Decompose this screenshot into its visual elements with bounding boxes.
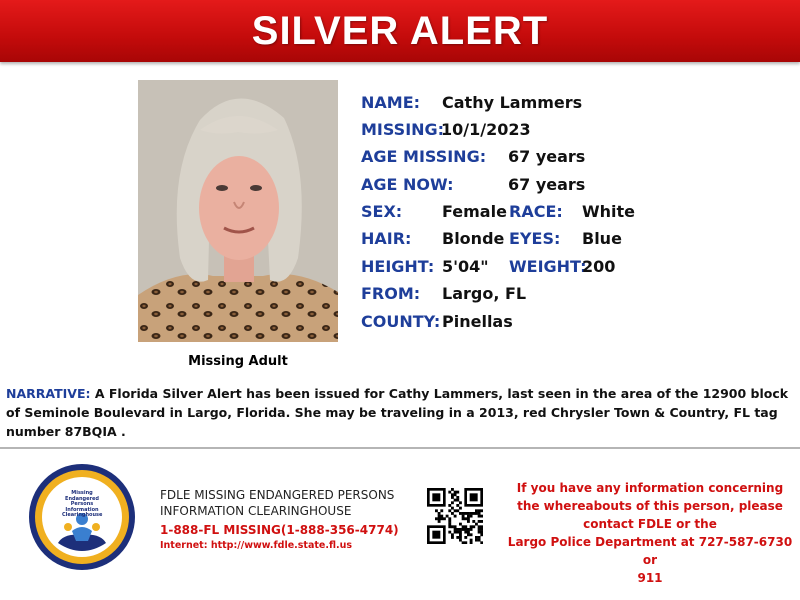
alert-title: SILVER ALERT — [251, 8, 549, 53]
fdle-title-line1: FDLE MISSING ENDANGERED PERSONS — [160, 488, 395, 502]
county-value: Pinellas — [442, 312, 513, 331]
hair-value: Blonde — [442, 229, 505, 248]
missing-value: 10/1/2023 — [441, 120, 531, 139]
contact-line-4[interactable]: Largo Police Department at 727-587-6730 or — [507, 535, 793, 567]
contact-line-1: If you have any information concerning — [516, 481, 784, 495]
hair-label: HAIR: — [361, 229, 412, 248]
contact-instructions — [500, 479, 800, 587]
sex-label: SEX: — [361, 202, 403, 221]
qr-code[interactable] — [427, 488, 483, 544]
eyes-value: Blue — [582, 229, 622, 248]
photo-caption: Missing Adult — [188, 354, 288, 369]
contact-line-5: 911 — [637, 571, 663, 585]
seal-text: Missing Endangered Persons Information Clearinghouse — [62, 490, 103, 518]
from-label: FROM: — [361, 284, 421, 303]
narrative-label: NARRATIVE: — [6, 386, 91, 401]
weight-value: 200 — [582, 257, 616, 276]
from-value: Largo, FL — [442, 284, 527, 303]
alert-banner — [0, 0, 800, 62]
race-value: White — [582, 202, 636, 221]
height-value: 5'04" — [442, 257, 489, 276]
narrative — [6, 384, 794, 441]
fdle-title-line2: INFORMATION CLEARINGHOUSE — [160, 504, 352, 518]
name-label: NAME: — [361, 93, 421, 112]
eyes-label: EYES: — [509, 229, 561, 248]
race-label: RACE: — [509, 202, 563, 221]
weight-label: WEIGHT: — [509, 257, 587, 276]
narrative-text: A Florida Silver Alert has been issued for Cathy Lammers, last seen in the area of the 12900 block of Seminole Boulevard in Largo, Florida. She may be traveling in a 2013, red Chrysler Town & Country, FL tag number 87BQIA . — [6, 386, 789, 439]
age-missing-value: 67 years — [508, 147, 586, 166]
height-label: HEIGHT: — [361, 257, 435, 276]
qr-code-icon — [427, 488, 483, 544]
age-now-label: AGE NOW: — [361, 175, 454, 194]
missing-label: MISSING: — [361, 120, 445, 139]
person-portrait-icon — [138, 80, 338, 342]
age-now-value: 67 years — [508, 175, 586, 194]
contact-line-3: contact FDLE or the — [583, 517, 717, 531]
fdle-phone[interactable]: 1-888-FL MISSING(1-888-356-4774) — [160, 523, 399, 537]
footer-divider — [0, 447, 800, 449]
county-label: COUNTY: — [361, 312, 441, 331]
fdle-website[interactable]: Internet: http://www.fdle.state.fl.us — [160, 540, 353, 551]
missing-person-photo — [138, 80, 338, 342]
contact-line-2: the whereabouts of this person, please — [517, 499, 783, 513]
age-missing-label: AGE MISSING: — [361, 147, 487, 166]
fdle-contact-block — [160, 487, 430, 553]
name-value: Cathy Lammers — [442, 93, 583, 112]
clearinghouse-seal — [28, 463, 136, 571]
sex-value: Female — [442, 202, 507, 221]
